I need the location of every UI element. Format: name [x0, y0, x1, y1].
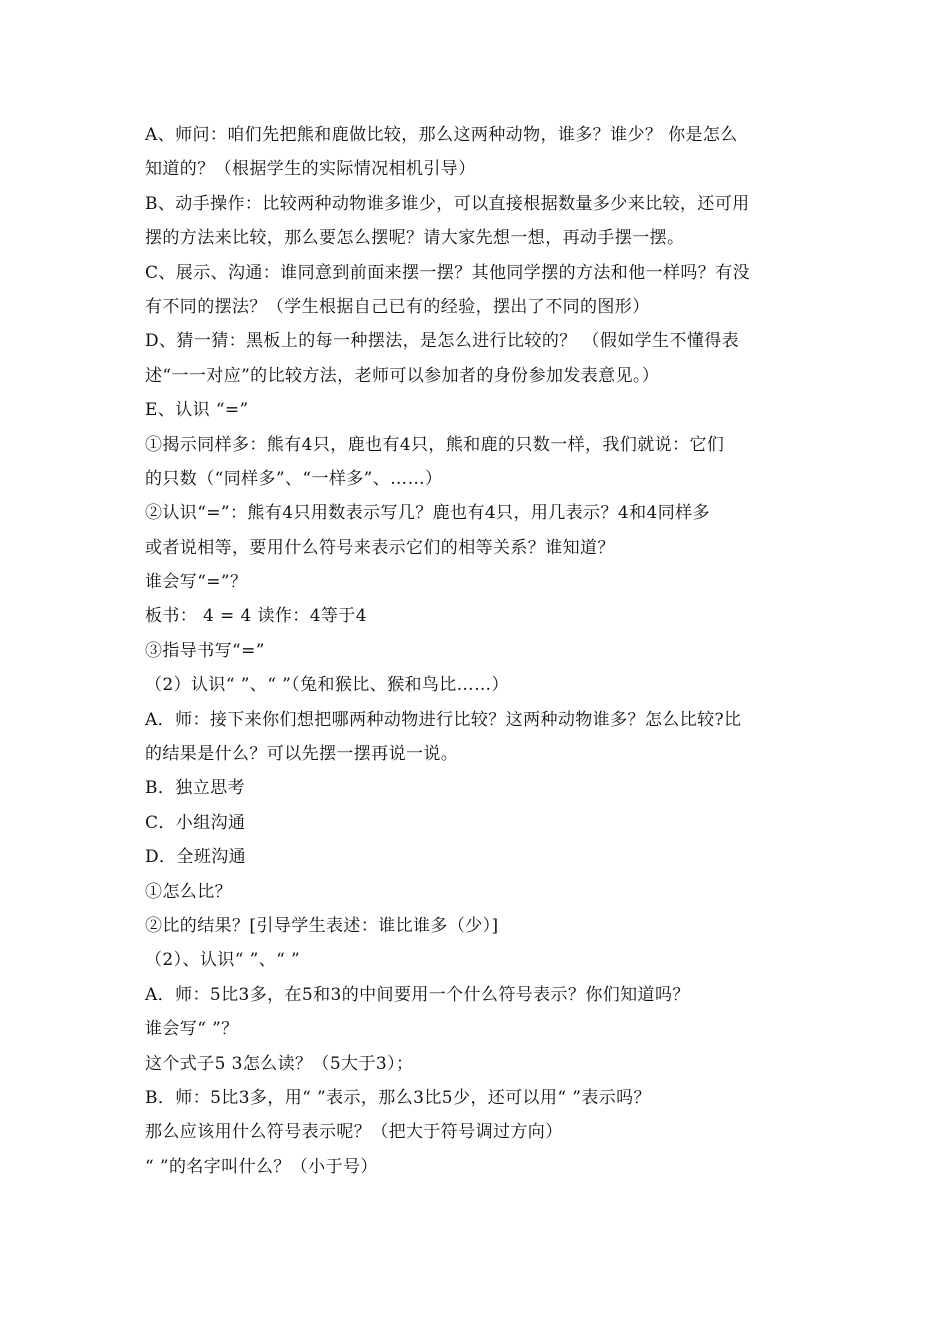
text-line: ③指导书写“=” — [145, 640, 265, 661]
text-line: 谁会写“ ”？ — [145, 1019, 239, 1040]
text-line: 的结果是什么？可以先摆一摆再说一说。 — [145, 744, 459, 765]
text-line: 板书： 4 = 4 读作：4等于4 — [145, 606, 367, 627]
text-line: B．独立思考 — [145, 778, 245, 799]
text-line: D．全班沟通 — [145, 847, 247, 868]
text-line: （2）认识“ ”、“ ”（兔和猴比、猴和鸟比……） — [145, 675, 509, 696]
text-line: A．师：接下来你们想把哪两种动物进行比较？这两种动物谁多？怎么比较?比 — [145, 709, 742, 730]
document-body — [145, 118, 825, 1184]
text-line: 述“一一对应”的比较方法，老师可以参加者的身份参加发表意见。） — [145, 365, 660, 386]
text-line: “ ”的名字叫什么？（小于号） — [145, 1156, 378, 1177]
text-line: C．小组沟通 — [145, 812, 246, 833]
text-line: ②认识“=”：熊有4只用数表示写几？鹿也有4只，用几表示？4和4同样多 — [145, 503, 710, 524]
text-line: B．师：5比3多，用“ ”表示，那么3比5少，还可以用“ ”表示吗？ — [145, 1087, 651, 1108]
text-line: B、动手操作：比较两种动物谁多谁少，可以直接根据数量多少来比较，还可用 — [145, 193, 750, 214]
text-line: C、展示、沟通：谁同意到前面来摆一摆？其他同学摆的方法和他一样吗？有没 — [145, 262, 751, 283]
text-line: 有不同的摆法？（学生根据自己已有的经验，摆出了不同的图形） — [145, 296, 650, 317]
text-line: 知道的？（根据学生的实际情况相机引导） — [145, 159, 476, 180]
text-line: （2）、认识“ ”、“ ” — [145, 950, 301, 971]
text-line: 谁会写“=”？ — [145, 572, 248, 593]
text-line: 这个式子5 3怎么读？（5大于3）； — [145, 1053, 414, 1074]
text-line: ②比的结果？[引导学生表述：谁比谁多（少）] — [145, 915, 499, 936]
text-line: 或者说相等，要用什么符号来表示它们的相等关系？谁知道？ — [145, 537, 615, 558]
text-line: E、认识 “=” — [145, 400, 249, 421]
text-line: 的只数（“同样多”、“一样多”、……） — [145, 468, 443, 489]
text-line: A．师：5比3多，在5和3的中间要用一个什么符号表示？你们知道吗？ — [145, 984, 690, 1005]
text-line: 那么应该用什么符号表示呢？（把大于符号调过方向） — [145, 1122, 563, 1143]
text-line: ①揭示同样多：熊有4只，鹿也有4只，熊和鹿的只数一样，我们就说：它们 — [145, 434, 725, 455]
text-line: ①怎么比？ — [145, 881, 232, 902]
text-line: 摆的方法来比较，那么要怎么摆呢？请大家先想一想，再动手摆一摆。 — [145, 228, 685, 249]
text-line: A、师问：咱们先把熊和鹿做比较，那么这两种动物，谁多？谁少？ 你是怎么 — [145, 125, 738, 145]
text-line: D、猜一猜：黑板上的每一种摆法，是怎么进行比较的？ （假如学生不懂得表 — [145, 331, 740, 352]
